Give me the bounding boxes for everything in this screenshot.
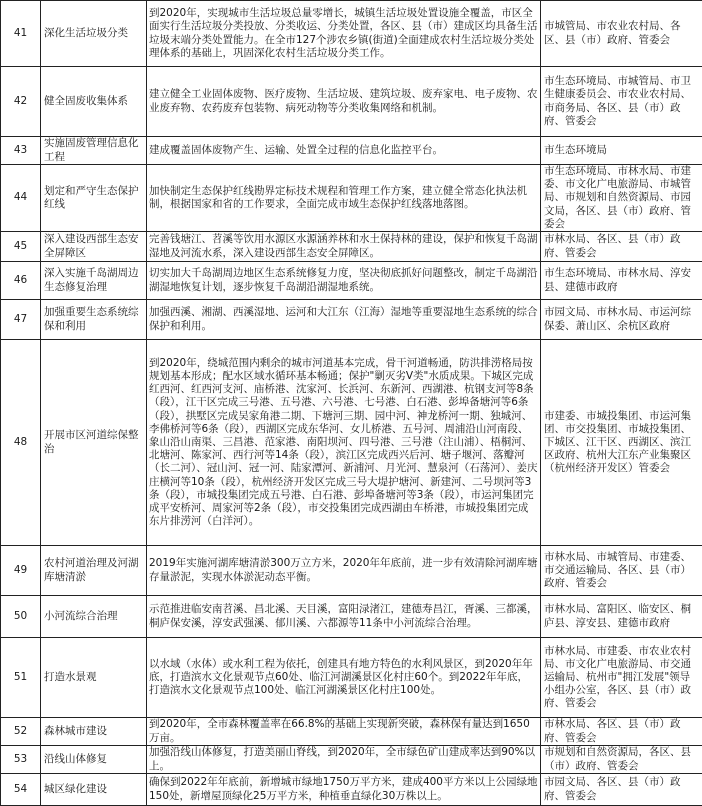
responsible-units: 市园文局、市林水局、市运河综保委、萧山区、余杭区政府 (541, 300, 702, 340)
task-description: 加强西溪、湘湖、西溪湿地、运河和大江东（江海）湿地等重要湿地生态系统的综合保护和利用。 (147, 300, 541, 340)
task-description: 确保到2022年年底前，新增城市绿地1750万平方米，建成400平方米以上公园绿地150处，新增屋顶绿化25万平方米，种植垂直绿化30万株以上。 (147, 774, 541, 806)
row-number: 41 (1, 1, 41, 67)
row-number: 50 (1, 596, 41, 638)
task-description: 示范推进临安南苕溪、昌北溪、天目溪，富阳渌渚江，建德寿昌江，胥溪、三都溪，桐庐保安溪，淳安武强溪、郁川溪、六都源等11条中小河流综合治理。 (147, 596, 541, 638)
responsible-units: 市林水局、富阳区、临安区、桐庐县、淳安县、建德市政府 (541, 596, 702, 638)
row-number: 43 (1, 137, 41, 165)
task-name: 深化生活垃圾分类 (41, 1, 147, 67)
responsible-units: 市林水局、各区、县（市）政府、管委会 (541, 232, 702, 262)
task-description: 到2020年，绕城范围内剩余的城市河道基本完成，骨干河道畅通，防洪排涝格局按规划基本形成；配水区域水循环基本畅通；保护"剿灭劣V类"水质成果。下城区完成红西河、红西河支河、庙桥港、沈家河、长浜河、东新河、西湖港、杭钢支河等8条（段），江干区完成三号港、五号港、六号港、七号港、白石港、彭埠备塘河等6条（段），拱墅区完成吴家角港二期、下塘河三期、园中河、神龙桥河一期、独城河、李佛桥河等6条（段），西湖区完成东华河、女儿桥港、五号河、周浦沿山河南段、象山沿山南渠、三昌港、范家港、南阳坝河、四号港、三号港（注山浦）、梧桐河、北塘河、陈家河、西行河等14条（段），滨江区完成西兴后河、塘子堰河、落瓣河（长二河）、冠山河、冠一河、陆家潭河、新浦河、月光河、慧泉河（石荡河）、姜庆庄横河等10条（段），杭州经济开发区完成三号大堤护塘河、新建河、二号坝河等3条（段），市城投集团完成五号港、白石港、彭埠备塘河等3条（段），市运河集团完成平安桥河、周家河等2条（段），市交投集团完成西湖由车桥港，市城投集团完成东片排涝河（白洋河）。 (147, 340, 541, 546)
task-description: 到2020年，全市森林覆盖率在66.8%的基础上实现新突破，森林保有量达到1650万亩。 (147, 718, 541, 746)
table-row (1, 718, 702, 746)
table-row (1, 746, 702, 774)
task-description: 到2020年，实现城市生活垃圾总量零增长，城镇生活垃圾处置设施全覆盖，市区全面实行生活垃圾分类投放、分类收运、分类处置，各区、县（市）建成区均具备生活垃圾末端分类处置能力。在全市127个涉农乡镇(街道)全面建成农村生活垃圾分类处理体系的基础上，巩固深化农村生活垃圾分类工作。 (147, 1, 541, 67)
row-number: 53 (1, 746, 41, 774)
row-number: 52 (1, 718, 41, 746)
task-name: 沿线山体修复 (41, 746, 147, 774)
task-description: 完善钱塘江、苕溪等饮用水源区水源涵养林和水土保持林的建设，保护和恢复千岛湖湿地及河流水系，深入建设西部生态安全屏障区。 (147, 232, 541, 262)
task-name: 划定和严守生态保护红线 (41, 165, 147, 232)
responsible-units: 市生态环境局 (541, 137, 702, 165)
row-number: 49 (1, 546, 41, 596)
task-description: 加快制定生态保护红线勘界定标技术规程和管理工作方案，建立健全常态化执法机制，根据国家和省的工作要求，全面完成市域生态保护红线落地落图。 (147, 165, 541, 232)
table-row (1, 232, 702, 262)
responsible-units: 市生态环境局、市林水局、淳安县、建德市政府 (541, 262, 702, 300)
task-name: 森林城市建设 (41, 718, 147, 746)
table-row (1, 340, 702, 546)
task-name: 开展市区河道综保整治 (41, 340, 147, 546)
row-number: 54 (1, 774, 41, 806)
task-description: 加强沿线山体修复，打造美丽山脊线，到2020年，全市绿色矿山建成率达到90%以上。 (147, 746, 541, 774)
table-row (1, 638, 702, 718)
responsible-units: 市生态环境局、市城管局、市卫生健康委员会、市农业农村局、市商务局、各区、县（市）政府、管委会 (541, 67, 702, 137)
row-number: 42 (1, 67, 41, 137)
task-name: 深入建设西部生态安全屏障区 (41, 232, 147, 262)
task-description: 以水域（水体）或水利工程为依托，创建具有地方特色的水利风景区，到2020年年底，打造滨水文化景观节点60处、临江河湖溪景区化村庄60个。到2022年年底，打造滨水文化景观节点100处、临江河湖溪景区化村庄100处。 (147, 638, 541, 718)
table-row (1, 262, 702, 300)
responsible-units: 市林水局、市建委、市农业农村局、市文化广电旅游局、市交通运输局、杭州市"拥江发展"领导小组办公室，各区、县（市）政府、管委会 (541, 638, 702, 718)
row-number: 51 (1, 638, 41, 718)
responsible-units: 市园文局、各区、县（市）政府、管委会 (541, 774, 702, 806)
responsible-units: 市生态环境局、市林水局、市建委、市文化广电旅游局、市城管局、市规划和自然资源局、市园文局，各区、县（市）政府、管委会 (541, 165, 702, 232)
row-number: 46 (1, 262, 41, 300)
task-name: 深入实施千岛湖周边生态修复治理 (41, 262, 147, 300)
row-number: 44 (1, 165, 41, 232)
task-description: 2019年实施河湖库塘清淤300万立方米，2020年年底前，进一步有效清除河湖库塘存量淤泥，实现水体淤泥动态平衡。 (147, 546, 541, 596)
task-name: 实施固废管理信息化工程 (41, 137, 147, 165)
table-row (1, 165, 702, 232)
task-name: 打造水景观 (41, 638, 147, 718)
row-number: 45 (1, 232, 41, 262)
row-number: 48 (1, 340, 41, 546)
table-row (1, 596, 702, 638)
responsible-units: 市城管局、市农业农村局、各区、县（市）政府、管委会 (541, 1, 702, 67)
table-row (1, 67, 702, 137)
table-row (1, 546, 702, 596)
table-row (1, 300, 702, 340)
table-row (1, 1, 702, 67)
task-description: 建立健全工业固体废物、医疗废物、生活垃圾、建筑垃圾、废弃家电、电子废物、农业废弃物、农药废弃包装物、病死动物等分类收集网络和机制。 (147, 67, 541, 137)
row-number: 47 (1, 300, 41, 340)
responsible-units: 市建委、市城投集团、市运河集团、市交投集团、市城投集团、下城区、江干区、西湖区、滨江区政府、杭州大江东产业集聚区（杭州经济开发区）管委会 (541, 340, 702, 546)
task-description: 切实加大千岛湖周边地区生态系统修复力度，坚决彻底抓好问题整改，制定千岛湖沿湖湿地恢复计划，逐步恢复千岛湖沿湖湿地系统。 (147, 262, 541, 300)
responsible-units: 市林水局、各区、县（市）政府、管委会 (541, 718, 702, 746)
task-name: 农村河道治理及河湖库塘清淤 (41, 546, 147, 596)
task-name: 健全固废收集体系 (41, 67, 147, 137)
responsible-units: 市林水局、市城管局、市建委、市交通运输局、各区、县（市）政府、管委会 (541, 546, 702, 596)
table-row (1, 137, 702, 165)
responsible-units: 市规划和自然资源局，各区、县（市）政府、管委会 (541, 746, 702, 774)
task-name: 加强重要生态系统综保和利用 (41, 300, 147, 340)
task-name: 小河流综合治理 (41, 596, 147, 638)
table-row (1, 774, 702, 806)
task-name: 城区绿化建设 (41, 774, 147, 806)
task-description: 建成覆盖固体废物产生、运输、处置全过程的信息化监控平台。 (147, 137, 541, 165)
